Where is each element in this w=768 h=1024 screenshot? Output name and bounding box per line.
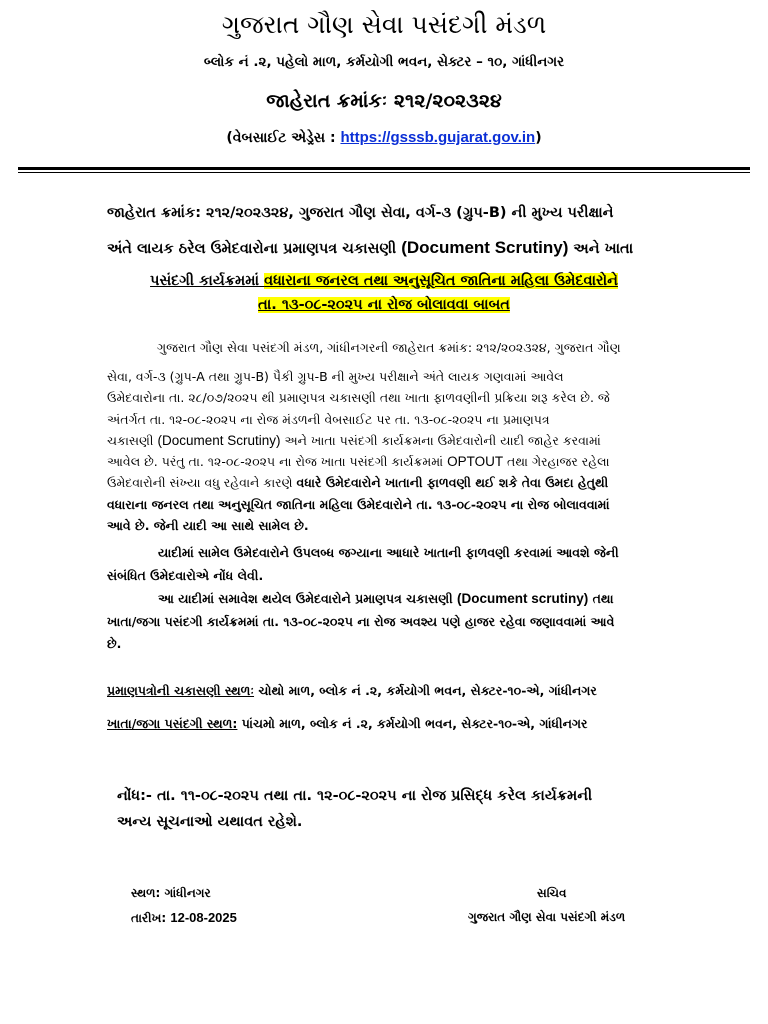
body-p1-line-3: ઉમેદવારોના તા. ૨૮/૦૭/૨૦૨૫ થી પ્રમાણપત્ર ચકાસણી તથા ખાતા ફાળવણીની પ્રક્રિયા શરૂ કરેલ છે. જે	[107, 390, 610, 406]
subject-line-3	[0, 273, 768, 289]
selection-location	[107, 716, 588, 732]
subject-line-1: જાહેરાત ક્રમાંક: ૨૧૨/૨૦૨૩૨૪, ગુજરાત ગૌણ સેવા, વર્ગ-૩ (ગ્રુપ-B) ની મુખ્ય પરીક્ષાને	[107, 205, 614, 221]
body-p1-line-7: ઉમેદવારોની સંખ્યા વધુ રહેવાને કારણે વધારે ઉમેદવારોને ખાતાની ફાળવણી થઈ શકે તેવા ઉમદા હેતુથી	[107, 475, 609, 491]
body-p2-line-2: સંબંધિત ઉમેદવારોએ નોંધ લેવી.	[107, 568, 264, 583]
body-p1-line-1: ગુજરાત ગૌણ સેવા પસંદગી મંડળ, ગાંધીનગરની જાહેરાત ક્રમાંક: ૨૧૨/૨૦૨૩૨૪, ગુજરાત ગૌણ	[157, 340, 621, 355]
body-p3-line-3: છે.	[107, 636, 122, 651]
body-p1-line-5: ચકાસણી (Document Scrutiny) અને ખાતા પસંદગી કાર્યક્રમના ઉમેદવારોની યાદી જાહેર કરવામાં	[107, 432, 601, 448]
footer-date	[131, 910, 237, 926]
footer-place: સ્થળ: ગાંધીનગર	[131, 886, 211, 900]
scrutiny-location-value: ચોથો માળ, બ્લોક નં .૨, કર્મયોગી ભવન, સેક્ટર-૧૦-એ, ગાંધીનગર	[254, 683, 597, 698]
subject-line-2	[107, 238, 633, 258]
header-divider-thick	[18, 167, 750, 170]
website-prefix: (વેબસાઈટ એડ્રેસ :	[226, 130, 341, 146]
scrutiny-location-label: પ્રમાણપત્રોની ચકાસણી સ્થળઃ	[107, 683, 255, 698]
selection-location-label: ખાતા/જગા પસંદગી સ્થળ:	[107, 716, 238, 731]
body-p1-line-2: સેવા, વર્ગ-૩ (ગ્રુપ-A તથા ગ્રુપ-B) પૈકી ગ્રુપ-B ની મુખ્ય પરીક્ષાને અંતે લાયક ગણવામાં આવેલ	[107, 369, 564, 384]
signatory-organization: ગુજરાત ગૌણ સેવા પસંદગી મંડળ	[468, 910, 626, 924]
header-divider-thin	[18, 172, 750, 173]
body-p1-line-6: આવેલ છે. પરંતુ તા. ૧૨-૦૮-૨૦૨૫ ના રોજ ખાતા પસંદગી કાર્યક્રમમાં OPTOUT તથા ગેરહાજર રહેલા	[107, 454, 610, 470]
body-p3-line-1: આ યાદીમાં સમાવેશ થયેલ ઉમેદવારોને પ્રમાણપત્ર ચકાસણી (Document scrutiny) તથા	[158, 591, 614, 606]
note-block	[117, 783, 717, 835]
footer-date-label: તારીખ:	[131, 911, 171, 925]
board-address: બ્લોક નં .૨, પહેલો માળ, કર્મયોગી ભવન, સેક્ટર – ૧૦, ગાંધીનગર	[203, 54, 565, 70]
subject-highlight-2: તા. ૧૩-૦૮-૨૦૨૫ ના રોજ બોલાવવા બાબત	[258, 297, 510, 313]
note-line-1: નોંધ:- તા. ૧૧-૦૮-૨૦૨૫ તથા તા. ૧૨-૦૮-૨૦૨૫ ના રોજ પ્રસિદ્ધ કરેલ કાર્યક્રમની	[117, 788, 593, 804]
subject-line-2-c: અને ખાતા	[568, 241, 634, 257]
footer-date-value: 12-08-2025	[170, 910, 237, 925]
website-line	[0, 129, 768, 146]
body-p1-line-4: અંતર્ગત તા. ૧૨-૦૮-૨૦૨૫ ના રોજ મંડળની વેબસાઈટ પર તા. ૧૩-૦૮-૨૦૨૫ ના પ્રમાણપત્ર	[107, 411, 550, 427]
website-link[interactable]: https://gsssb.gujarat.gov.in	[340, 129, 536, 146]
subject-doc-scrutiny: (Document Scrutiny)	[401, 238, 569, 257]
body-p1-line-8: વધારાના જનરલ તથા અનુસૂચિત જાતિના મહિલા ઉમેદવારોને તા. ૧૩-૦૮-૨૦૨૫ ના રોજ બોલાવવામાં	[107, 496, 610, 512]
body-p3-line-2: ખાતા/જગા પસંદગી કાર્યક્રમમાં તા. ૧૩-૦૮-૨૦૨૫ ના રોજ અવશ્ય પણે હાજર રહેવા જણાવવામાં આવે	[107, 614, 615, 629]
advertisement-number: જાહેરાત ક્રમાંકઃ ૨૧૨/૨૦૨૩૨૪	[266, 90, 502, 112]
subject-line-2-a: અંતે લાયક ઠરેલ ઉમેદવારોના પ્રમાણપત્ર ચકાસણી	[107, 241, 402, 257]
body-p2-line-1: યાદીમાં સામેલ ઉમેદવારોને ઉપલબ્ધ જગ્યાના આધારે ખાતાની ફાળવણી કરવામાં આવશે જેની	[158, 545, 619, 560]
subject-highlight-1: વધારાના જનરલ તથા અનુસૂચિત જાતિના મહિલા ઉમેદવારોને	[264, 273, 618, 289]
scrutiny-location	[107, 683, 597, 699]
subject-line-3-a: પસંદગી કાર્યક્રમમાં	[150, 273, 265, 289]
subject-line-4	[0, 297, 768, 313]
website-suffix: )	[535, 130, 542, 146]
signatory-title: સચિવ	[537, 886, 567, 900]
body-p1-line-9: આવે છે. જેની યાદી આ સાથે સામેલ છે.	[107, 518, 309, 534]
body-paragraph-1	[107, 366, 705, 536]
board-title: ગુજરાત ગૌણ સેવા પસંદગી મંડળ	[221, 10, 547, 39]
selection-location-value: પાંચમો માળ, બ્લોક નં .૨, કર્મયોગી ભવન, સેક્ટર-૧૦-એ, ગાંધીનગર	[237, 716, 588, 731]
note-line-2: અન્ય સૂચનાઓ યથાવત રહેશે.	[117, 814, 303, 830]
